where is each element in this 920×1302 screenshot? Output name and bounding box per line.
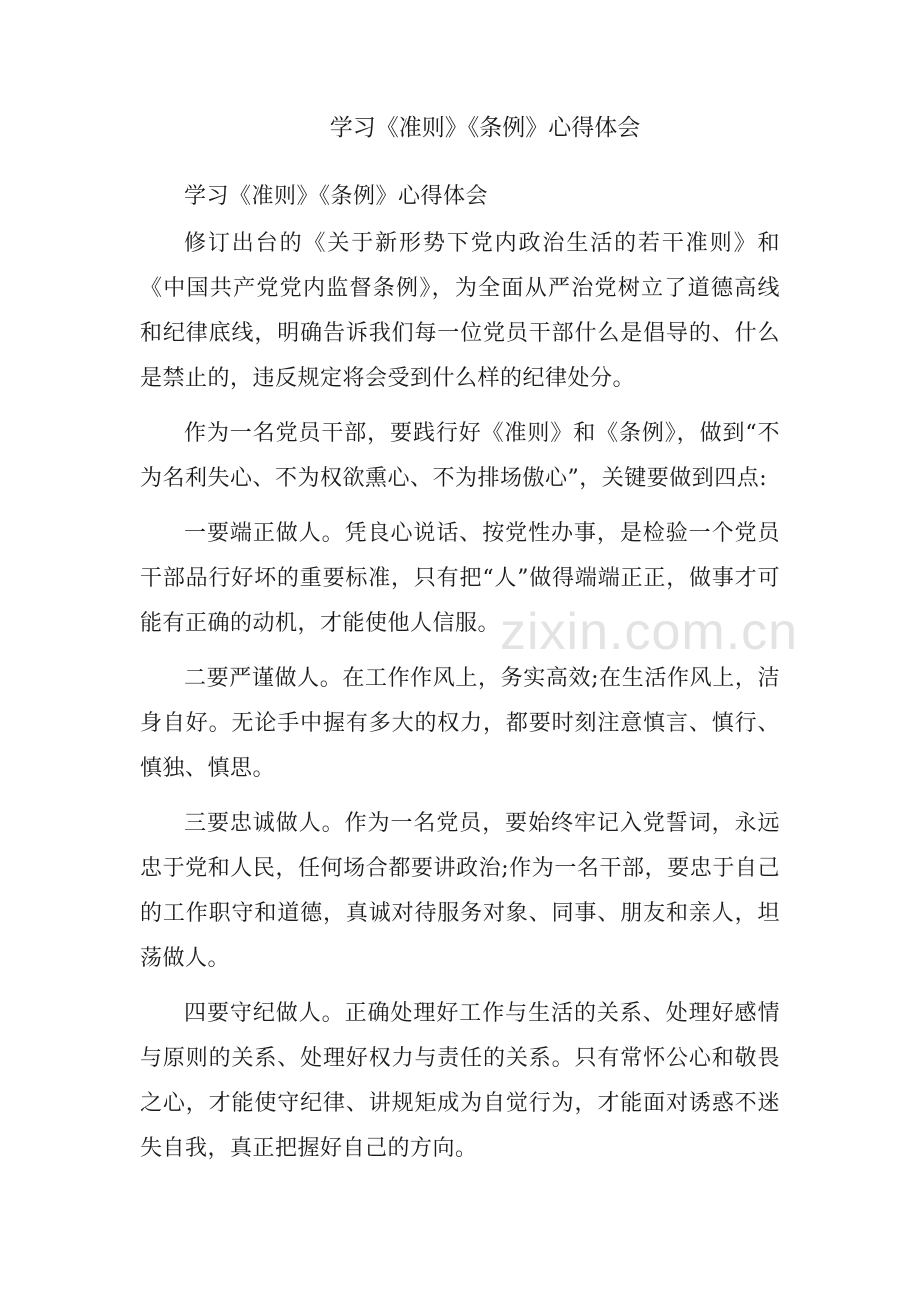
paragraph: 四要守纪做人。正确处理好工作与生活的关系、处理好感情与原则的关系、处理好权力与责任的关系。只有常怀公心和敬畏之心，才能使守纪律、讲规矩成为自觉行为，才能面对诱惑不迷失自我，真正把握好自己的方向。 <box>140 1001 780 1161</box>
paragraph: 二要严谨做人。在工作作风上，务实高效;在生活作风上，洁身自好。无论手中握有多大的权力，都要时刻注意慎言、慎行、慎独、慎思。 <box>140 666 780 781</box>
watermark: zixin.com.cn <box>500 603 799 661</box>
document-body <box>140 174 780 1181</box>
document-title: 学习《准则》《条例》心得体会 <box>329 115 641 141</box>
paragraph-subtitle: 学习《准则》《条例》心得体会 <box>184 184 489 209</box>
paragraph: 一要端正做人。凭良心说话、按党性办事，是检验一个党员干部品行好坏的重要标准，只有把“人”做得端端正正，做事才可能有正确的动机，才能使他人信服。 <box>140 521 780 636</box>
paragraph: 三要忠诚做人。作为一名党员，要始终牢记入党誓词，永远忠于党和人民，任何场合都要讲政治;作为一名干部，要忠于自己的工作职守和道德，真诚对待服务对象、同事、朋友和亲人，坦荡做人。 <box>140 811 780 971</box>
paragraph: 修订出台的《关于新形势下党内政治生活的若干准则》和《中国共产党党内监督条例》，为全面从严治党树立了道德高线和纪律底线，明确告诉我们每一位党员干部什么是倡导的、什么是禁止的，违反规定将会受到什么样的纪律处分。 <box>140 231 780 391</box>
paragraph: 作为一名党员干部，要践行好《准则》和《条例》，做到“不为名利失心、不为权欲熏心、不为排场傲心”，关键要做到四点: <box>140 421 780 491</box>
